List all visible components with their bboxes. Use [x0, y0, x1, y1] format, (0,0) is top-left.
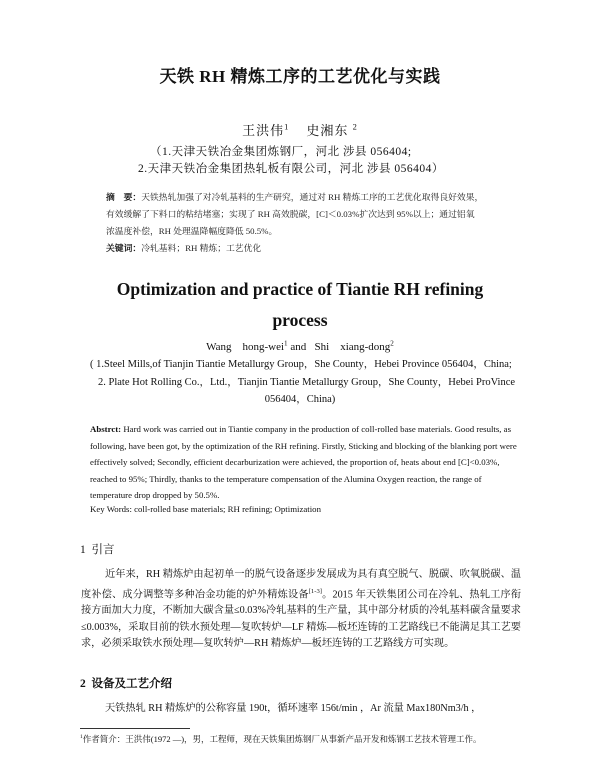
english-affiliation-3: 056404，China): [264, 394, 336, 405]
author1-sup: 1: [284, 121, 290, 132]
section-1-paragraph: 近年来，RH 精炼炉由起初单一的脱气设备逐步发展成为具有真空脱气、脱碳、吹氧脱碳、温度补偿、成分调整等多种冶金功能的炉外精炼设备[1-3]。2015 年天铁集团公司在冷轧、热轧工序衔接方面加大力度，不断加大碳含量≤0.03%冷轧基料的生产量，其中部分材质的冷轧基料碳含量要求≤0.003%，采取目前的铁水预处理—复吹转炉—LF 精炼—板坯连铸的工艺路线已不能满足其工艺要求，必须采取铁水预处理—复吹转炉—RH 精炼炉—板坯连铸的工艺路线方可实现。: [81, 569, 522, 650]
english-abstract-label: Abstrct:: [90, 424, 122, 434]
author2-name: 史湘东: [306, 123, 349, 138]
english-affiliation-2: 2. Plate Hot Rolling Co.，Ltd.，Tianjin Tiantie Metallurgy Group，She County，Hebei ProVince: [98, 377, 516, 388]
english-abstract-text: Hard work was carried out in Tiantie company in the production of coll-rolled base materials. Good results, as following, have been got, by the optimization of the RH refining. Firstly, Sticking and blocking of the blanking port were effectively solved; Secondly, efficient decarburization were achieved, the proportion of, heats about end [C]<0.03%, reached to 95%; Thirdly, thanks to the temperature compensation of the Alumina Oxygen reaction, the range of temperature drop dropped by 50.5%.: [90, 424, 517, 500]
chinese-keywords: 关键词：冷轧基料；RH 精炼；工艺优化: [106, 243, 262, 253]
chinese-affiliation-1: （1.天津天铁冶金集团炼钢厂，河北 涉县 056404;: [150, 146, 412, 158]
chinese-abstract-line-3: 浓温度补偿，RH 处理温降幅度降低 50.5%。: [106, 226, 278, 236]
chinese-keywords-label: 关键词：: [106, 243, 142, 253]
english-author2: Shi xiang-dong: [314, 341, 391, 353]
chinese-authors: [0, 120, 600, 139]
footnote-rule: [80, 728, 190, 729]
author1-name: 王洪伟: [242, 123, 285, 138]
english-keywords: Key Words: coll-rolled base materials; RH refining; Optimization: [90, 504, 321, 514]
author2-sup: 2: [352, 121, 358, 132]
footnote-text: 作者简介：王洪伟(1972 —)，男，工程师，现在天铁集团炼钢厂从事新产品开发和炼钢工艺技术管理工作。: [82, 734, 482, 744]
chinese-abstract-line-1: 摘 要：天铁热轧加强了对冷轧基料的生产研究，通过对 RH 精炼工序的工艺优化取得良好效果，: [106, 192, 484, 202]
citation-ref: [1-3]: [308, 587, 322, 595]
english-author1: Wang hong-wei: [206, 341, 285, 353]
section-2-paragraph: 天铁热轧 RH 精炼炉的公称容量 190t，循环速率 156t/min ，Ar 流量 Max180Nm3/h ，: [105, 703, 482, 714]
chinese-abstract-label: 摘 要：: [106, 192, 142, 202]
english-affiliation-1: ( 1.Steel Mills,of Tianjin Tiantie Metallurgy Group，She County，Hebei Province 056404，China;: [90, 359, 512, 370]
english-keywords-label: Key Words:: [90, 504, 132, 514]
section-1-heading: 1 引言: [80, 544, 115, 556]
section-2-heading: 2 设备及工艺介绍: [80, 678, 172, 690]
english-authors: Wang hong-wei$^1$ and Shi xiang-dong$^2$: [206, 339, 394, 353]
english-title-line-2: process: [272, 310, 328, 330]
chinese-abstract-line-2: 有效缓解了下料口的粘结堵塞；实现了 RH 高效脱碳，[C]＜0.03%扩次达到 95%以上；通过铝氧: [106, 209, 475, 219]
chinese-abstract: [106, 189, 483, 257]
english-title-line-1: Optimization and practice of Tiantie RH refining: [116, 279, 484, 299]
chinese-affiliation-2: 2.天津天铁冶金集团热轧板有限公司，河北 涉县 056404）: [138, 163, 444, 175]
chinese-title: 天铁 RH 精炼工序的工艺优化与实践: [159, 67, 441, 86]
english-abstract: [90, 421, 522, 504]
footnote: $^1$作者简介：王洪伟(1972 —)，男，工程师，现在天铁集团炼钢厂从事新产品开发和炼钢工艺技术管理工作。: [80, 734, 482, 744]
